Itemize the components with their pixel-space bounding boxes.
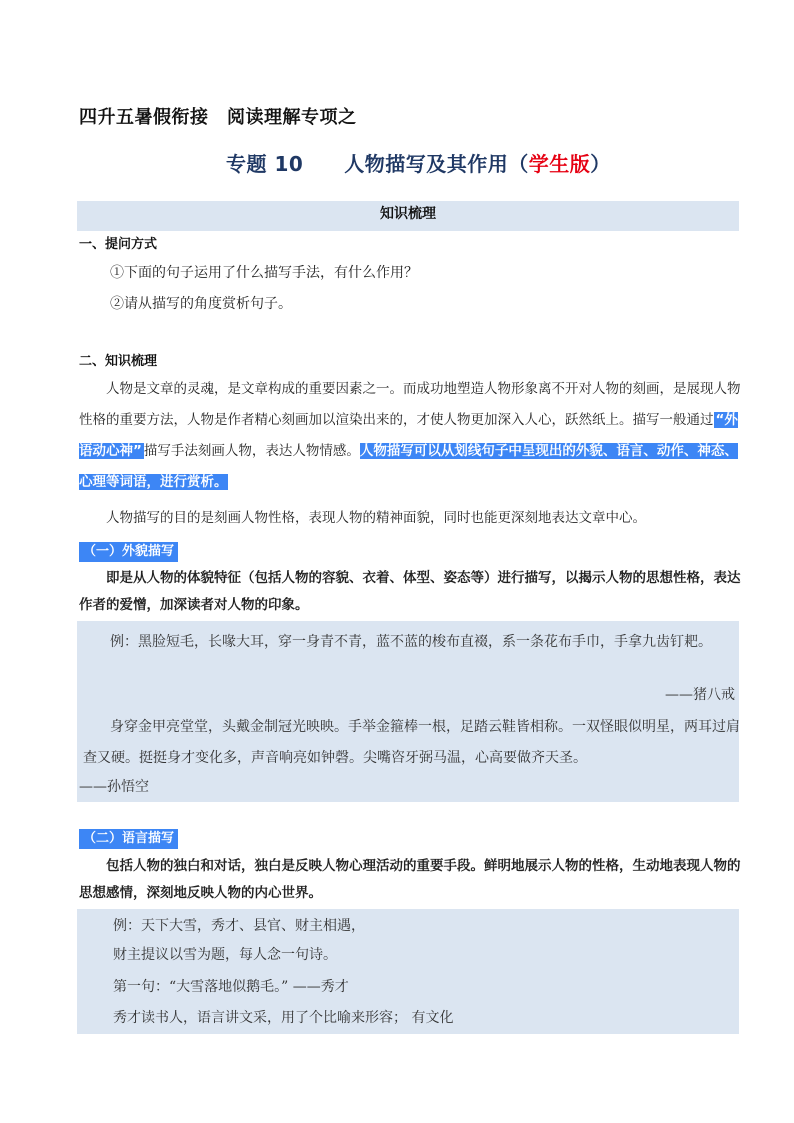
appearance-definition: 即是从人物的体貌特征（包括人物的容貌、衣着、体型、姿态等）进行描写，以揭示人物的思想性格，表达作者的爱憎，加深读者对人物的印象。 bbox=[79, 570, 741, 613]
title-prefix: 专题 10 人物描写及其作用（ bbox=[226, 152, 529, 176]
example-monkey-source: ——孙悟空 bbox=[79, 779, 149, 795]
page-header: 四升五暑假衔接 阅读理解专项之 bbox=[79, 107, 357, 128]
intro-paragraph bbox=[79, 374, 745, 498]
question-1: ①下面的句子运用了什么描写手法，有什么作用？ bbox=[110, 265, 418, 281]
question-2: ②请从描写的角度赏析句子。 bbox=[110, 296, 292, 312]
section-heading-knowledge: 二、知识梳理 bbox=[79, 354, 158, 369]
tag-language: （二）语言描写 bbox=[79, 829, 178, 849]
banner-label: 知识梳理 bbox=[380, 206, 436, 222]
page-title bbox=[226, 148, 611, 177]
section-heading-questions: 一、提问方式 bbox=[79, 237, 158, 252]
section-banner bbox=[77, 201, 739, 231]
language-line-3: 第一句：“大雪落地似鹅毛。” ——秀才 bbox=[113, 979, 349, 995]
intro-text-a: 人物是文章的灵魂，是文章构成的重要因素之一。而成功地塑造人物形象离不开对人物的刻画，是展现人物性格的重要方法，人物是作者精心刻画加以渲染出来的，才使人物更加深入人心，跃然纸上。描写一般通过 bbox=[79, 381, 741, 428]
tag-appearance: （一）外貌描写 bbox=[79, 542, 178, 562]
intro-highlight: 人物描写可以从划线句子中呈现出的外貌、语言、动作、神态、心理等词语，进行赏析。 bbox=[79, 443, 738, 490]
language-definition: 包括人物的独白和对话，独白是反映人物心理活动的重要手段。鲜明地展示人物的性格，生动地表现人物的思想感情，深刻地反映人物的内心世界。 bbox=[79, 858, 741, 901]
example-pig-source: ——猪八戒 bbox=[665, 687, 735, 703]
intro-text-b: 描写手法刻画人物，表达人物情感。 bbox=[143, 443, 360, 459]
intro-quote: “外语动心神” bbox=[79, 412, 738, 459]
appearance-example-box bbox=[77, 621, 739, 802]
language-line-4: 秀才读书人，语言讲文采，用了个比喻来形容； 有文化 bbox=[113, 1010, 454, 1026]
purpose-paragraph: 人物描写的目的是刻画人物性格，表现人物的精神面貌，同时也能更深刻地表达文章中心。 bbox=[106, 510, 646, 526]
example-pig: 例：黑脸短毛，长喙大耳，穿一身青不青，蓝不蓝的梭布直裰，系一条花布手巾，手拿九齿钉耙。 bbox=[110, 634, 712, 650]
example-monkey: 身穿金甲亮堂堂，头戴金制冠光映映。手举金箍棒一根，足踏云鞋皆相称。一双怪眼似明星，两耳过肩查又硬。挺挺身才变化多，声音响亮如钟磬。尖嘴咨牙弼马温，心高要做齐天圣。 bbox=[83, 719, 740, 766]
title-suffix: ） bbox=[590, 152, 611, 176]
language-line-1: 例：天下大雪，秀才、县官、财主相遇， bbox=[113, 918, 365, 934]
language-example-box bbox=[77, 909, 739, 1034]
title-edition: 学生版 bbox=[528, 152, 591, 176]
language-line-2: 财主提议以雪为题，每人念一句诗。 bbox=[113, 947, 337, 963]
